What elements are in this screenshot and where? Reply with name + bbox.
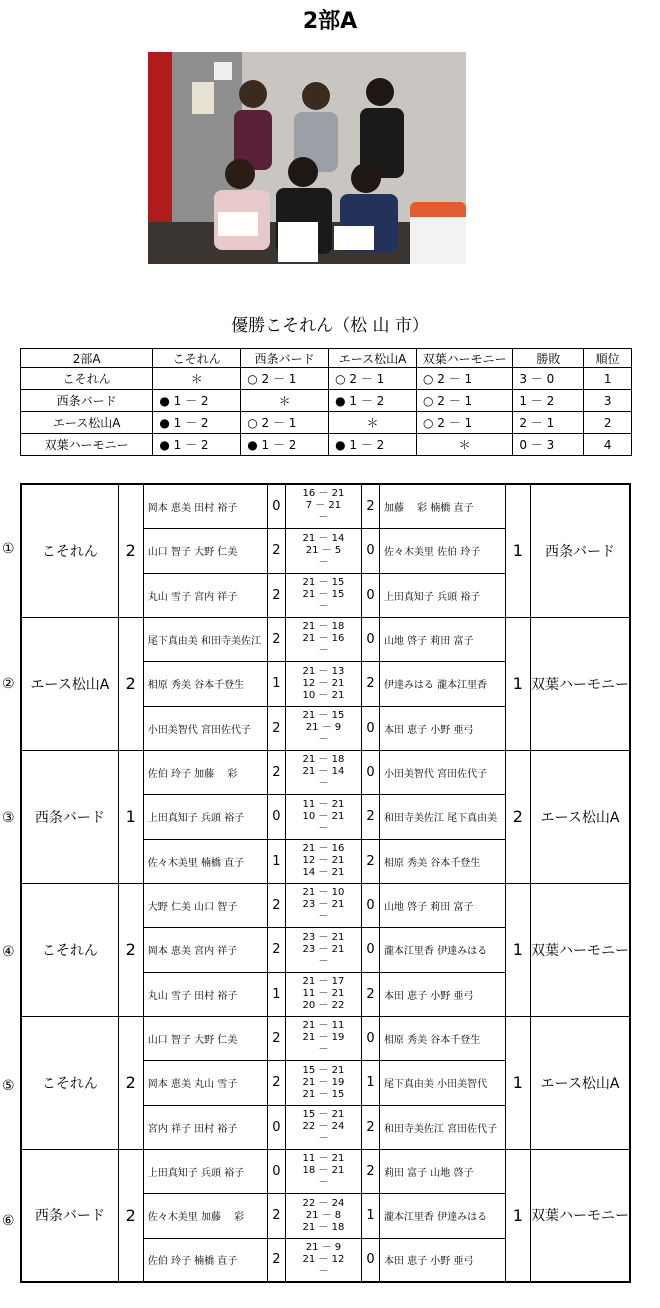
left-players: 宮内 祥子 田村 裕子 <box>143 1105 267 1149</box>
summary-row <box>21 412 632 434</box>
set-score: 21 － 14 <box>302 766 345 777</box>
set-score: 21 － 15 <box>302 589 345 600</box>
set-score: 20 － 22 <box>302 1000 345 1011</box>
summary-rank: 3 <box>584 390 632 412</box>
right-players: 本田 恵子 小野 亜弓 <box>379 972 505 1016</box>
set-score: － <box>318 1177 329 1188</box>
right-game-wins: 0 <box>362 927 380 972</box>
set-score: 12 － 21 <box>302 677 345 689</box>
set-scores <box>285 706 361 750</box>
winner-heading: 優勝こそれん（松 山 市） <box>231 316 429 336</box>
set-score: 15 － 21 <box>302 1064 345 1076</box>
left-game-wins: 0 <box>267 794 285 839</box>
set-scores <box>285 528 361 573</box>
match-number: ④ <box>2 944 15 960</box>
summary-header-cell: こそれん <box>153 349 241 368</box>
left-players: 岡本 恵美 宮内 祥子 <box>143 927 267 972</box>
summary-record: 1 － 2 <box>513 390 584 412</box>
right-team-score: 2 <box>505 750 530 883</box>
set-scores <box>285 484 361 528</box>
set-score: 11 － 21 <box>302 988 345 999</box>
summary-cell: ● 1 － 2 <box>153 412 241 434</box>
set-score: － <box>318 601 329 612</box>
left-team: 西条バード <box>21 750 118 883</box>
right-team-score: 1 <box>505 484 530 617</box>
left-players: 佐伯 玲子 加藤 彩 <box>143 750 267 794</box>
match-game-row <box>21 484 630 528</box>
left-game-wins: 2 <box>267 617 285 661</box>
left-players: 岡本 恵美 丸山 雪子 <box>143 1060 267 1105</box>
right-team-score: 1 <box>505 1016 530 1149</box>
right-game-wins: 2 <box>362 794 380 839</box>
set-score: 21 － 16 <box>302 843 345 854</box>
summary-cell: ● 1 － 2 <box>241 434 329 456</box>
right-game-wins: 0 <box>362 750 380 794</box>
right-team-score: 1 <box>505 883 530 1016</box>
set-score: 21 － 10 <box>302 887 345 898</box>
summary-record: 3 － 0 <box>513 368 584 390</box>
set-score: 23 － 21 <box>302 931 345 943</box>
set-scores <box>285 750 361 794</box>
right-game-wins: 0 <box>362 1238 380 1282</box>
right-game-wins: 0 <box>362 1016 380 1060</box>
set-score: 22 － 24 <box>302 1197 345 1209</box>
right-team-score: 1 <box>505 617 530 750</box>
set-scores <box>285 1016 361 1060</box>
left-game-wins: 2 <box>267 1016 285 1060</box>
set-score: － <box>318 1044 329 1055</box>
right-players: 佐々木美里 佐伯 玲子 <box>379 528 505 573</box>
right-game-wins: 0 <box>362 617 380 661</box>
set-score: － <box>318 734 329 745</box>
set-score: 21 － 16 <box>302 633 345 644</box>
set-scores <box>285 1105 361 1149</box>
left-team-score: 2 <box>118 1016 143 1149</box>
summary-record: 0 － 3 <box>513 434 584 456</box>
summary-header-cell: 西条バード <box>241 349 329 368</box>
team-photo-illustration <box>148 52 466 264</box>
right-players: 和田寺美佐江 宮田佐代子 <box>379 1105 505 1149</box>
left-players: 丸山 雪子 田村 裕子 <box>143 972 267 1016</box>
left-game-wins: 1 <box>267 661 285 706</box>
left-players: 佐々木美里 楠橋 直子 <box>143 839 267 883</box>
summary-team: 西条バード <box>21 390 153 412</box>
summary-cell: ● 1 － 2 <box>153 390 241 412</box>
set-score: 23 － 21 <box>302 943 345 955</box>
left-game-wins: 2 <box>267 573 285 617</box>
summary-cell: ○ 2 － 1 <box>416 390 512 412</box>
right-game-wins: 2 <box>362 1149 380 1193</box>
left-players: 相原 秀美 谷本千登生 <box>143 661 267 706</box>
set-score: 21 － 13 <box>302 665 345 677</box>
right-players: 伊達みはる 瀧本江里香 <box>379 661 505 706</box>
left-game-wins: 2 <box>267 706 285 750</box>
left-team: こそれん <box>21 1016 118 1149</box>
summary-team: 双葉ハーモニー <box>21 434 153 456</box>
summary-cell: ＊ <box>241 390 329 412</box>
right-players: 和田寺美佐江 尾下真由美 <box>379 794 505 839</box>
page-title: 2部A <box>302 9 358 34</box>
set-score: 16 － 21 <box>302 488 345 500</box>
left-game-wins: 2 <box>267 1193 285 1238</box>
set-score: 21 － 11 <box>302 1020 345 1031</box>
left-team-score: 2 <box>118 484 143 617</box>
summary-cell: ＊ <box>329 412 417 434</box>
summary-header-cell: 双葉ハーモニー <box>416 349 512 368</box>
set-score: 21 － 15 <box>302 710 345 721</box>
match-number: ⑤ <box>2 1078 15 1094</box>
set-score: 14 － 21 <box>302 867 345 878</box>
set-scores <box>285 972 361 1016</box>
set-score: 21 － 18 <box>302 621 345 632</box>
left-players: 佐伯 玲子 楠橋 直子 <box>143 1238 267 1282</box>
right-team-score: 1 <box>505 1149 530 1282</box>
set-score: 10 － 21 <box>302 810 345 822</box>
set-score: － <box>318 645 329 656</box>
right-players: 瀧本江里香 伊達みはる <box>379 1193 505 1238</box>
summary-team: エース松山A <box>21 412 153 434</box>
set-score: 7 － 21 <box>305 500 342 512</box>
set-score: － <box>318 556 329 568</box>
summary-header-cell: 勝敗 <box>513 349 584 368</box>
right-game-wins: 2 <box>362 661 380 706</box>
right-game-wins: 0 <box>362 528 380 573</box>
left-game-wins: 2 <box>267 883 285 927</box>
right-game-wins: 2 <box>362 972 380 1016</box>
set-score: 21 － 9 <box>305 1241 342 1253</box>
summary-cell: ○ 2 － 1 <box>416 368 512 390</box>
summary-cell: ○ 2 － 1 <box>329 368 417 390</box>
left-team: エース松山A <box>21 617 118 750</box>
right-team: エース松山A <box>530 1016 630 1149</box>
set-score: 21 － 15 <box>302 1088 345 1100</box>
set-score: 23 － 21 <box>302 899 345 910</box>
left-team: こそれん <box>21 883 118 1016</box>
left-game-wins: 2 <box>267 927 285 972</box>
set-score: － <box>318 911 329 922</box>
set-score: 22 － 24 <box>302 1121 345 1132</box>
set-score: － <box>318 1133 329 1144</box>
right-game-wins: 1 <box>362 1060 380 1105</box>
right-team: 双葉ハーモニー <box>530 883 630 1016</box>
left-game-wins: 2 <box>267 1060 285 1105</box>
right-team: 双葉ハーモニー <box>530 617 630 750</box>
set-score: 10 － 21 <box>302 689 345 701</box>
set-scores <box>285 883 361 927</box>
summary-row <box>21 368 632 390</box>
summary-cell: ● 1 － 2 <box>329 434 417 456</box>
match-number: ② <box>2 676 15 692</box>
right-game-wins: 0 <box>362 706 380 750</box>
left-game-wins: 0 <box>267 1105 285 1149</box>
right-game-wins: 2 <box>362 1105 380 1149</box>
set-score: － <box>318 955 329 967</box>
left-team-score: 2 <box>118 1149 143 1282</box>
match-number: ① <box>2 541 15 557</box>
right-game-wins: 0 <box>362 573 380 617</box>
set-score: 21 － 17 <box>302 976 345 987</box>
summary-cell: ○ 2 － 1 <box>416 412 512 434</box>
right-game-wins: 0 <box>362 883 380 927</box>
set-scores <box>285 1238 361 1282</box>
team-photo <box>148 52 466 264</box>
right-players: 莉田 富子 山地 啓子 <box>379 1149 505 1193</box>
left-team-score: 2 <box>118 883 143 1016</box>
summary-cell: ● 1 － 2 <box>153 434 241 456</box>
left-game-wins: 2 <box>267 528 285 573</box>
left-team: こそれん <box>21 484 118 617</box>
left-game-wins: 2 <box>267 750 285 794</box>
right-players: 尾下真由美 小田美智代 <box>379 1060 505 1105</box>
left-team-score: 2 <box>118 617 143 750</box>
right-players: 小田美智代 宮田佐代子 <box>379 750 505 794</box>
set-score: 21 － 19 <box>302 1076 345 1088</box>
left-game-wins: 1 <box>267 972 285 1016</box>
set-scores <box>285 1149 361 1193</box>
summary-header-cell: 順位 <box>584 349 632 368</box>
right-players: 本田 恵子 小野 亜弓 <box>379 1238 505 1282</box>
set-scores <box>285 927 361 972</box>
left-players: 上田真知子 兵頭 裕子 <box>143 1149 267 1193</box>
set-score: 21 － 18 <box>302 1221 345 1233</box>
set-score: 15 － 21 <box>302 1109 345 1120</box>
left-players: 山口 智子 大野 仁美 <box>143 528 267 573</box>
match-game-row <box>21 1149 630 1193</box>
left-game-wins: 0 <box>267 484 285 528</box>
left-players: 小田美智代 宮田佐代子 <box>143 706 267 750</box>
summary-cell: ○ 2 － 1 <box>241 412 329 434</box>
right-players: 相原 秀美 谷本千登生 <box>379 839 505 883</box>
left-players: 大野 仁美 山口 智子 <box>143 883 267 927</box>
summary-row <box>21 390 632 412</box>
left-game-wins: 0 <box>267 1149 285 1193</box>
summary-row <box>21 434 632 456</box>
match-game-row <box>21 617 630 661</box>
set-score: 21 － 9 <box>305 722 342 733</box>
left-team-score: 1 <box>118 750 143 883</box>
match-game-row <box>21 750 630 794</box>
set-score: 21 － 12 <box>302 1253 345 1265</box>
right-players: 上田真知子 兵頭 裕子 <box>379 573 505 617</box>
match-game-row <box>21 883 630 927</box>
left-players: 尾下真由美 和田寺美佐江 <box>143 617 267 661</box>
summary-rank: 4 <box>584 434 632 456</box>
left-game-wins: 1 <box>267 839 285 883</box>
summary-cell: ＊ <box>153 368 241 390</box>
set-score: 18 － 21 <box>302 1165 345 1176</box>
left-players: 佐々木美里 加藤 彩 <box>143 1193 267 1238</box>
right-team: エース松山A <box>530 750 630 883</box>
right-team: 双葉ハーモニー <box>530 1149 630 1282</box>
set-score: 21 － 14 <box>302 532 345 544</box>
summary-header-cell: 2部A <box>21 349 153 368</box>
summary-cell: ● 1 － 2 <box>329 390 417 412</box>
set-score: 11 － 21 <box>302 1153 345 1164</box>
left-players: 山口 智子 大野 仁美 <box>143 1016 267 1060</box>
set-scores <box>285 617 361 661</box>
right-players: 瀧本江里香 伊達みはる <box>379 927 505 972</box>
summary-table <box>20 348 632 456</box>
set-score: － <box>318 822 329 834</box>
right-game-wins: 2 <box>362 839 380 883</box>
left-players: 岡本 恵美 田村 裕子 <box>143 484 267 528</box>
set-scores <box>285 1060 361 1105</box>
match-results-table <box>20 483 631 1283</box>
summary-cell: ○ 2 － 1 <box>241 368 329 390</box>
summary-team: こそれん <box>21 368 153 390</box>
set-score: － <box>318 512 329 524</box>
set-score: 21 － 8 <box>305 1209 342 1221</box>
match-number: ⑥ <box>2 1213 15 1229</box>
set-score: 21 － 18 <box>302 754 345 765</box>
summary-header-row <box>21 349 632 368</box>
right-game-wins: 1 <box>362 1193 380 1238</box>
set-scores <box>285 661 361 706</box>
set-score: 21 － 19 <box>302 1032 345 1043</box>
summary-cell: ＊ <box>416 434 512 456</box>
right-game-wins: 2 <box>362 484 380 528</box>
summary-record: 2 － 1 <box>513 412 584 434</box>
set-scores <box>285 839 361 883</box>
set-score: － <box>318 778 329 789</box>
right-players: 山地 啓子 莉田 富子 <box>379 617 505 661</box>
right-team: 西条バード <box>530 484 630 617</box>
left-game-wins: 2 <box>267 1238 285 1282</box>
set-scores <box>285 1193 361 1238</box>
left-players: 丸山 雪子 宮内 祥子 <box>143 573 267 617</box>
right-players: 相原 秀美 谷本千登生 <box>379 1016 505 1060</box>
set-score: － <box>318 1265 329 1277</box>
set-score: 12 － 21 <box>302 855 345 866</box>
summary-rank: 1 <box>584 368 632 390</box>
set-scores <box>285 573 361 617</box>
left-players: 上田真知子 兵頭 裕子 <box>143 794 267 839</box>
right-players: 山地 啓子 莉田 富子 <box>379 883 505 927</box>
right-players: 加藤 彩 楠橋 直子 <box>379 484 505 528</box>
set-score: 21 － 15 <box>302 577 345 588</box>
set-scores <box>285 794 361 839</box>
match-game-row <box>21 1016 630 1060</box>
summary-rank: 2 <box>584 412 632 434</box>
set-score: 11 － 21 <box>302 798 345 810</box>
summary-header-cell: エース松山A <box>329 349 417 368</box>
match-number: ③ <box>2 810 15 826</box>
set-score: 21 － 5 <box>305 544 342 556</box>
right-players: 本田 恵子 小野 亜弓 <box>379 706 505 750</box>
left-team: 西条バード <box>21 1149 118 1282</box>
